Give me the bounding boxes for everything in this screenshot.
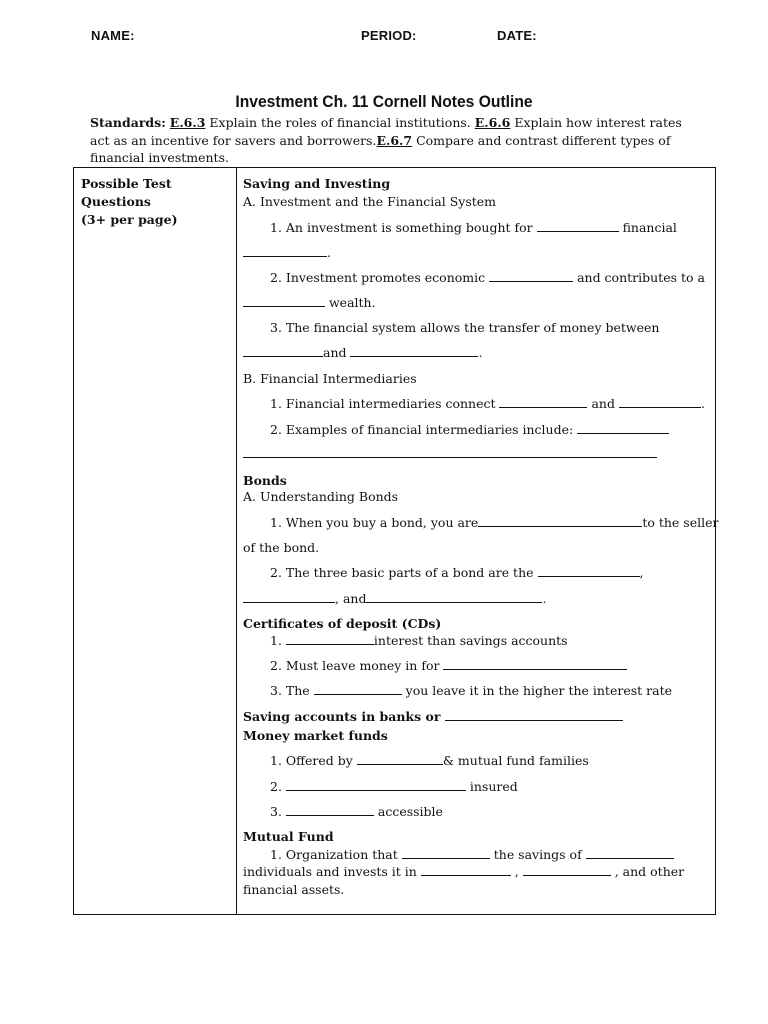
standard-code-e66: E.6.6 — [474, 115, 511, 130]
standard-code-e63: E.6.3 — [169, 115, 206, 130]
standard-code-e67: E.6.7 — [376, 132, 413, 148]
blank[interactable] — [478, 515, 642, 527]
item-bond1: 1. When you buy a bond, you are to the seller — [270, 515, 719, 530]
date-label: DATE: — [497, 28, 537, 43]
bonds-heading: Bonds — [243, 473, 287, 488]
item-a3-cont: and . — [243, 345, 482, 360]
blank[interactable] — [286, 804, 374, 816]
questions-subheading: (3+ per page) — [81, 212, 178, 227]
blank[interactable] — [366, 591, 542, 603]
blank[interactable] — [243, 295, 325, 307]
blank[interactable] — [586, 847, 674, 859]
blank[interactable] — [357, 753, 443, 765]
section-b-title: B. Financial Intermediaries — [243, 371, 417, 386]
item-mm1: 1. Offered by & mutual fund families — [270, 753, 589, 768]
item-cd2: 2. Must leave money in for — [270, 658, 627, 673]
item-bond1-cont: of the bond. — [243, 540, 320, 555]
standard-text-e66: Explain how interest rates act as an incentive for savers and borrowers. — [90, 115, 682, 148]
blank[interactable] — [286, 633, 374, 645]
blank[interactable] — [445, 709, 623, 721]
item-mf1-cont2: financial assets. — [243, 882, 345, 897]
blank[interactable] — [421, 864, 511, 876]
blank[interactable] — [402, 847, 490, 859]
saving-accounts-heading: Saving accounts in banks or — [243, 709, 623, 724]
blank[interactable] — [286, 779, 466, 791]
blank[interactable] — [577, 422, 669, 434]
questions-heading: Possible Test Questions — [81, 176, 172, 209]
blank[interactable] — [499, 396, 587, 408]
standard-text-e63: Explain the roles of financial institutions. — [205, 115, 475, 130]
blank[interactable] — [537, 220, 619, 232]
item-b1: 1. Financial intermediaries connect and . — [270, 396, 705, 411]
blank[interactable] — [619, 396, 701, 408]
saving-investing-heading: Saving and Investing — [243, 176, 391, 191]
bonds-section-a: A. Understanding Bonds — [243, 489, 399, 504]
item-mf1: 1. Organization that the savings of — [270, 847, 674, 862]
item-cd1: 1. interest than savings accounts — [270, 633, 568, 648]
item-b2-cont — [243, 446, 657, 461]
item-b2: 2. Examples of financial intermediaries include: — [270, 422, 669, 437]
item-bond2: 2. The three basic parts of a bond are the , — [270, 565, 644, 580]
standards-label: Standards: — [90, 115, 166, 130]
item-bond2-cont: , and . — [243, 591, 546, 606]
standards-paragraph — [90, 114, 690, 167]
blank[interactable] — [443, 658, 627, 670]
item-mm2: 2. insured — [270, 779, 518, 794]
money-market-heading: Money market funds — [243, 728, 388, 743]
blank[interactable] — [243, 245, 327, 257]
item-mf1-cont: individuals and invests it in , , and other — [243, 864, 685, 879]
blank[interactable] — [538, 565, 640, 577]
item-mm3: 3. accessible — [270, 804, 443, 819]
item-a1: 1. An investment is something bought for financial — [270, 220, 677, 235]
notes-column — [237, 168, 719, 915]
section-a-title: A. Investment and the Financial System — [243, 194, 497, 209]
item-cd3: 3. The you leave it in the higher the interest rate — [270, 683, 672, 698]
blank[interactable] — [243, 446, 657, 458]
name-label: NAME: — [91, 28, 135, 43]
questions-column[interactable] — [74, 168, 237, 915]
blank[interactable] — [523, 864, 611, 876]
period-label: PERIOD: — [361, 28, 417, 43]
blank[interactable] — [489, 270, 573, 282]
blank[interactable] — [243, 345, 323, 357]
blank[interactable] — [314, 683, 402, 695]
mutual-fund-heading: Mutual Fund — [243, 829, 334, 844]
item-a2: 2. Investment promotes economic and contributes to a — [270, 270, 705, 285]
cd-heading: Certificates of deposit (CDs) — [243, 616, 442, 631]
standard-text-e67: Compare and contrast different types of financial investments. — [90, 132, 671, 165]
item-a3: 3. The financial system allows the transfer of money between — [270, 320, 660, 335]
page-title: Investment Ch. 11 Cornell Notes Outline — [235, 92, 533, 111]
item-a1-cont: . — [243, 245, 331, 260]
item-a2-cont: wealth. — [243, 295, 376, 310]
blank[interactable] — [350, 345, 478, 357]
blank[interactable] — [243, 591, 335, 603]
cornell-notes-table — [73, 167, 719, 915]
